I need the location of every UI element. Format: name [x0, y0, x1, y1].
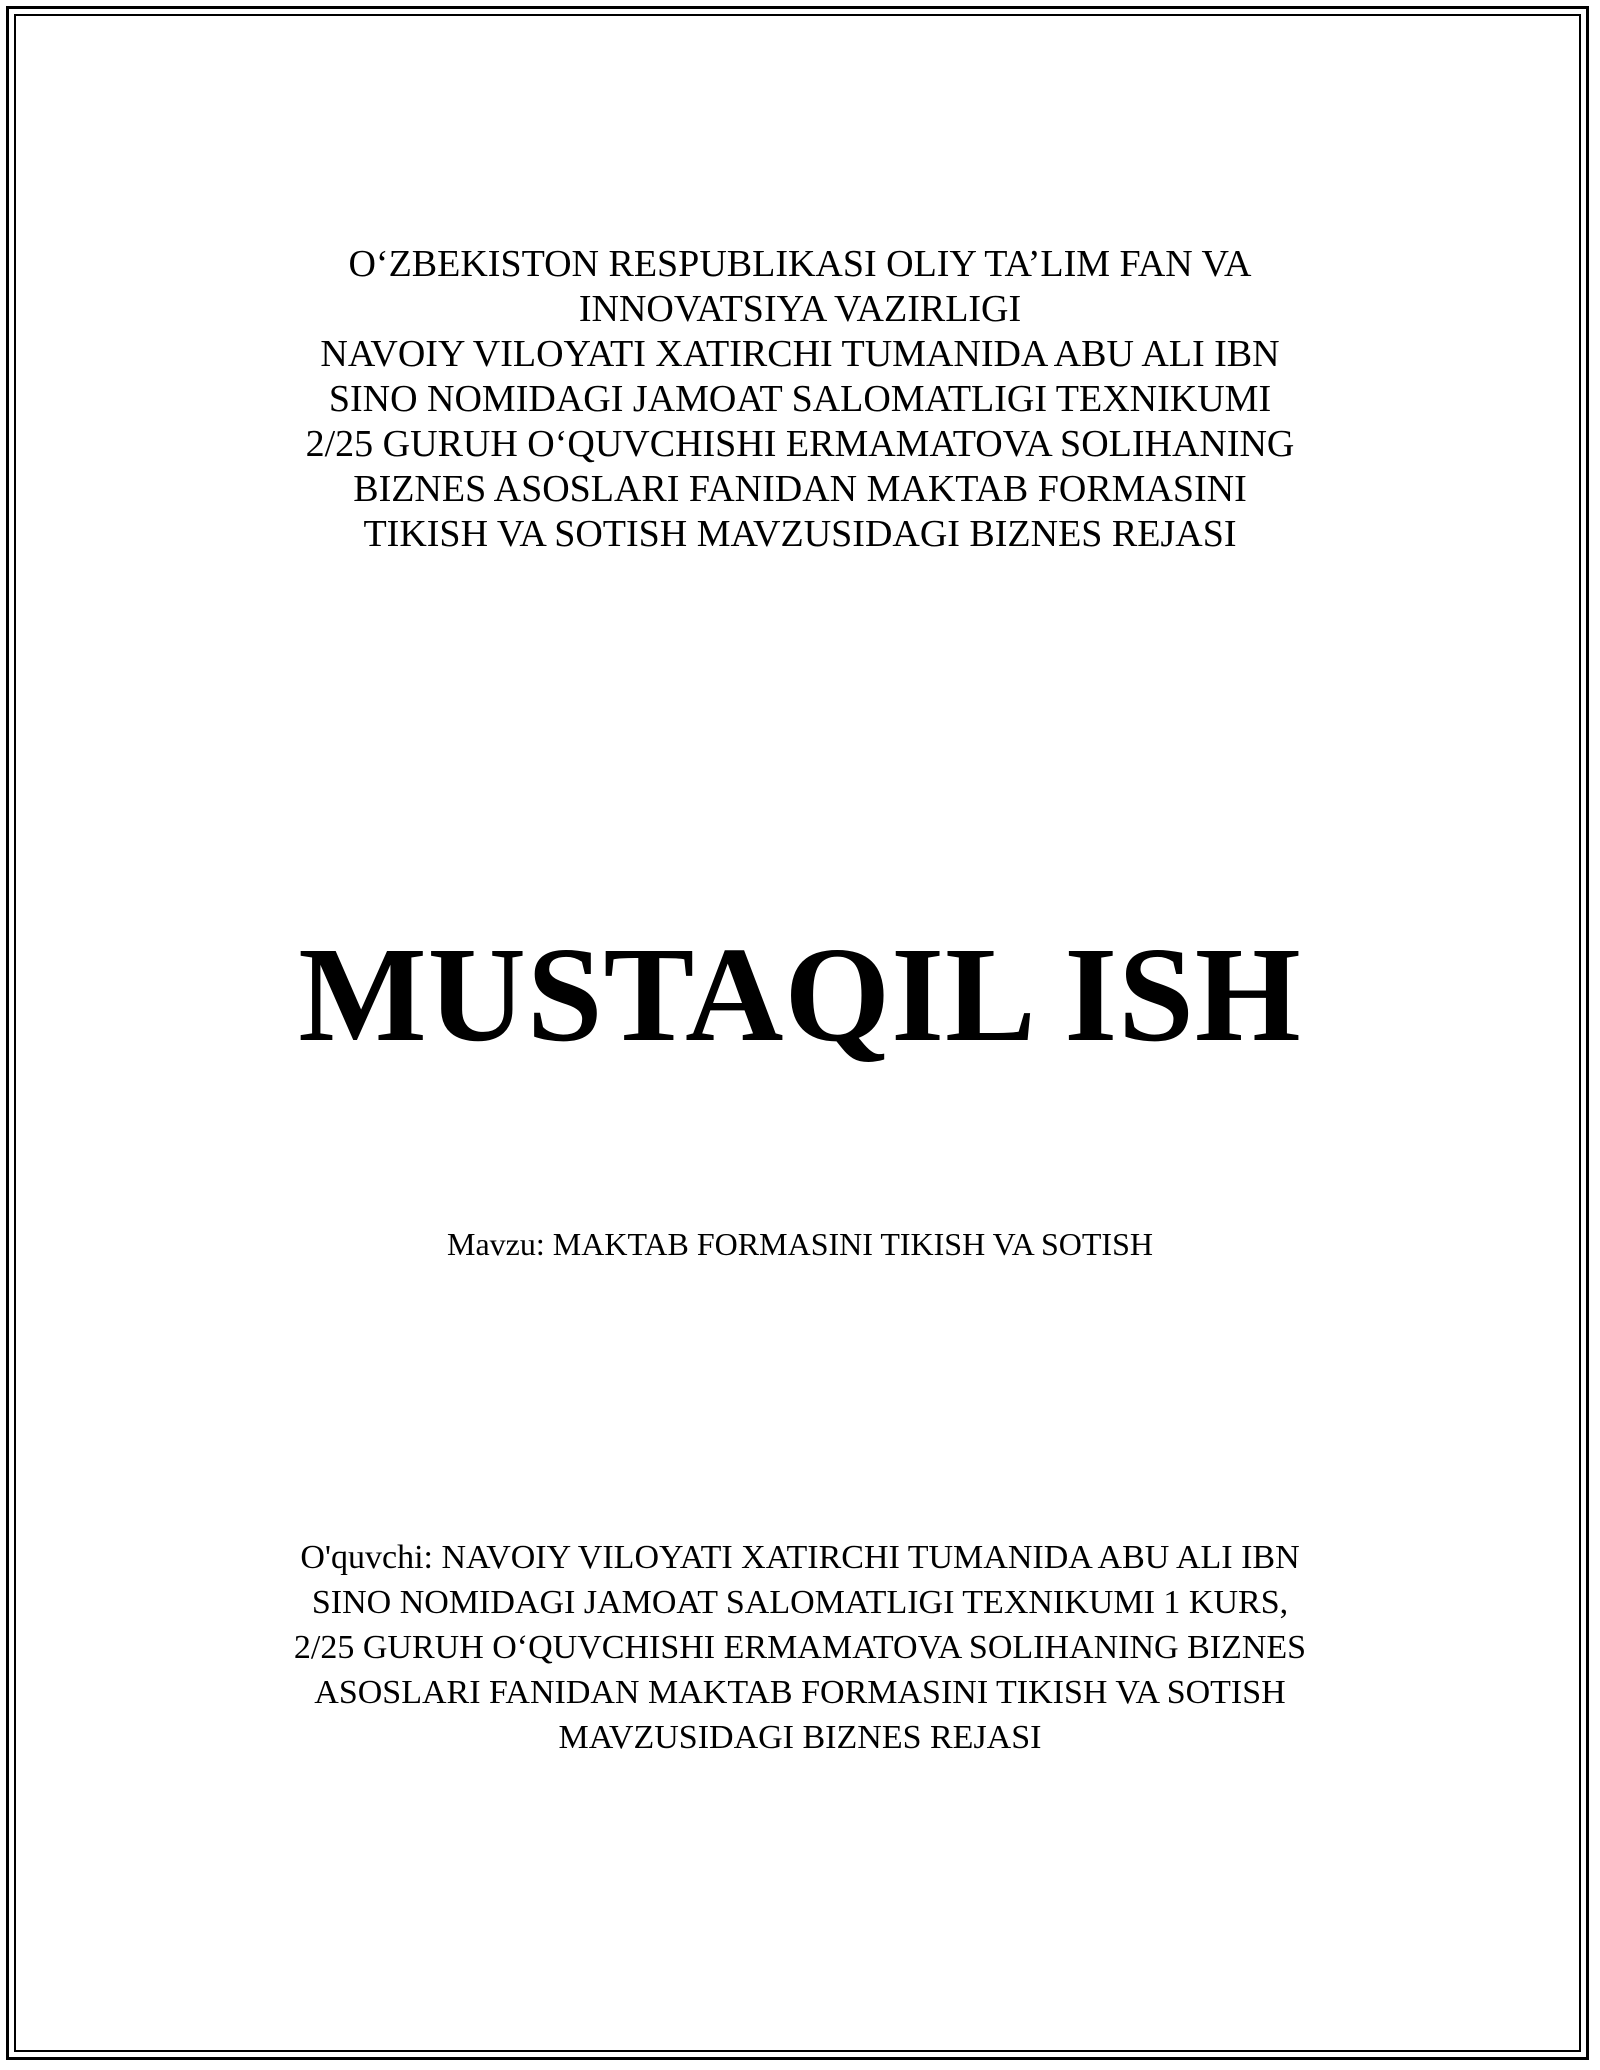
student-line: SINO NOMIDAGI JAMOAT SALOMATLIGI TEXNIKUMI 1 KURS,: [311, 1584, 1289, 1621]
header-line: SINO NOMIDAGI JAMOAT SALOMATLIGI TEXNIKUMI: [328, 378, 1272, 420]
header-line: BIZNES ASOSLARI FANIDAN MAKTAB FORMASINI: [353, 468, 1247, 510]
student-line: ASOSLARI FANIDAN MAKTAB FORMASINI TIKISH VA SOTISH: [314, 1674, 1286, 1711]
header-line: 2/25 GURUH O‘QUVCHISHI ERMAMATOVA SOLIHANING: [305, 423, 1295, 465]
header-line: NAVOIY VILOYATI XATIRCHI TUMANIDA ABU ALI IBN: [320, 333, 1280, 375]
header-line: O‘ZBEKISTON RESPUBLIKASI OLIY TA’LIM FAN VA: [348, 243, 1252, 285]
student-info: [0, 1535, 1600, 1760]
document-title: MUSTAQIL ISH: [298, 920, 1302, 1070]
student-line: MAVZUSIDAGI BIZNES REJASI: [558, 1719, 1042, 1756]
institution-header: [0, 242, 1600, 557]
header-line: TIKISH VA SOTISH MAVZUSIDAGI BIZNES REJASI: [363, 513, 1237, 555]
student-line: 2/25 GURUH O‘QUVCHISHI ERMAMATOVA SOLIHANING BIZNES: [293, 1629, 1307, 1666]
topic-line: Mavzu: MAKTAB FORMASINI TIKISH VA SOTISH: [447, 1226, 1153, 1262]
header-line: INNOVATSIYA VAZIRLIGI: [578, 288, 1022, 330]
student-line: O'quvchi: NAVOIY VILOYATI XATIRCHI TUMANIDA ABU ALI IBN: [300, 1539, 1300, 1576]
